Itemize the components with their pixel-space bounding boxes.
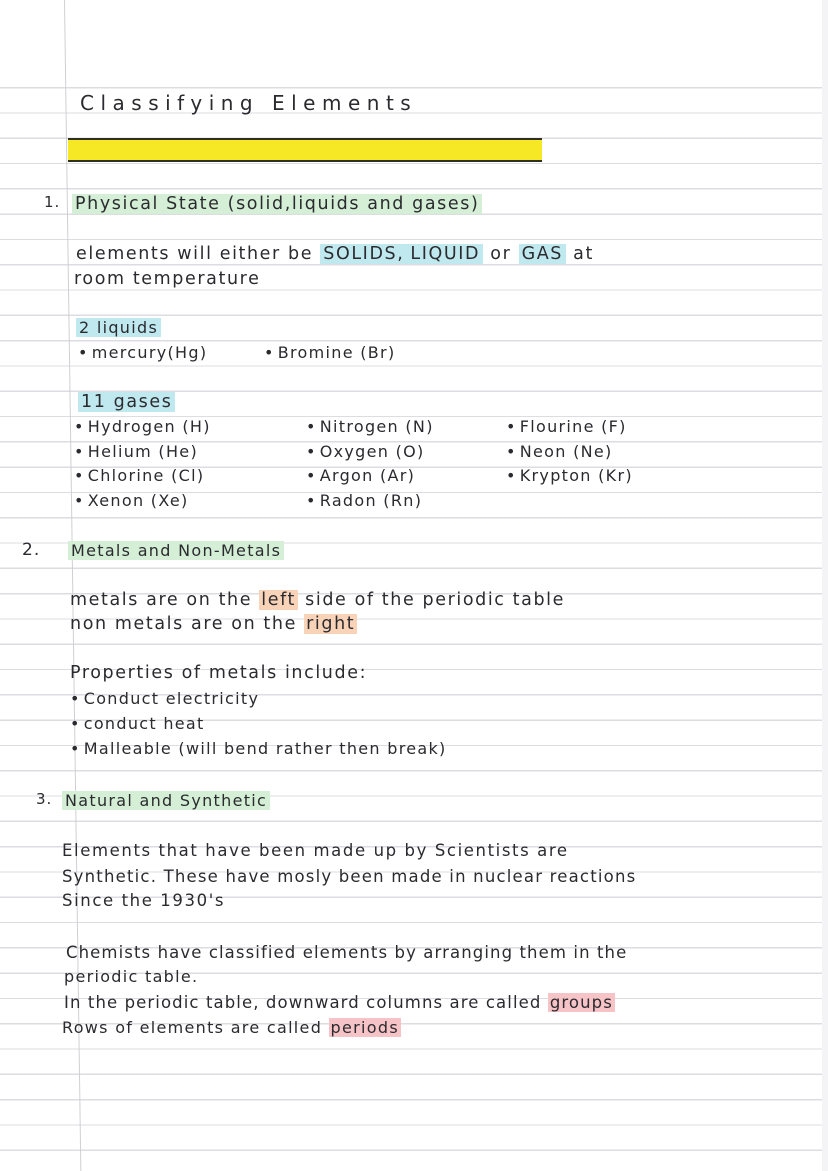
term-right: right (306, 614, 356, 634)
states-intro-line-2: room temperature (74, 269, 261, 289)
section-2-heading (68, 540, 284, 562)
section-3-heading-text: Natural and Synthetic (62, 791, 270, 810)
property-item: • conduct heat (70, 713, 205, 735)
page-title: Classifying Elements (80, 91, 418, 115)
term-solids: SOLIDS, (320, 244, 407, 264)
synthetic-paragraph-line-2: Synthetic. These have mosly been made in nuclear reactions (62, 867, 637, 886)
intro-text-middle: or (483, 244, 519, 264)
section-2-number: 2. (22, 540, 41, 560)
section-3-number: 3. (36, 790, 53, 808)
gas-item: • Krypton (Kr) (506, 465, 633, 490)
term-gas: GAS (519, 244, 566, 264)
section-1-heading-text: Physical State (solid,liquids and gases) (72, 194, 482, 214)
property-item: • Malleable (will bend rather then break) (70, 738, 447, 760)
gas-item: • Neon (Ne) (506, 441, 633, 466)
property-item: • Conduct electricity (70, 688, 259, 710)
term-left: left (261, 590, 296, 610)
term-liquid: LIQUID (407, 244, 483, 264)
gas-item: • Nitrogen (N) (306, 416, 434, 441)
intro-text-before: elements will either be (76, 244, 321, 264)
section-1-heading (72, 193, 482, 215)
term-groups: groups (549, 993, 613, 1012)
gas-item: • Chlorine (Cl) (74, 465, 211, 490)
term-periods: periods (330, 1018, 399, 1037)
liquids-label-text: 2 liquids (76, 318, 161, 337)
periodic-paragraph-line-1: Chemists have classified elements by arranging them in the (66, 943, 628, 962)
gases-label-text: 11 gases (78, 392, 175, 412)
gas-item: • Xenon (Xe) (74, 490, 211, 515)
gas-item: • Flourine (F) (506, 416, 633, 441)
synthetic-paragraph-line-1: Elements that have been made up by Scientists are (62, 841, 569, 860)
gas-item: • Radon (Rn) (306, 490, 434, 515)
gas-item: • Argon (Ar) (306, 465, 434, 490)
periods-line-before: Rows of elements are called (62, 1018, 329, 1037)
liquid-item: • mercury(Hg) (78, 342, 207, 364)
groups-line-before: In the periodic table, downward columns are called (64, 993, 548, 1012)
periodic-paragraph-line-2: periodic table. (64, 967, 199, 986)
gases-column-1 (74, 416, 211, 514)
intro-text-after: at (566, 244, 594, 264)
groups-line (64, 992, 615, 1014)
gas-item: • Hydrogen (H) (74, 416, 211, 441)
synthetic-paragraph-line-3: Since the 1930's (62, 891, 226, 910)
gases-column-2 (306, 416, 434, 514)
title-highlight-bar (68, 138, 542, 162)
metals-line-2-before: non metals are on the (70, 614, 305, 634)
metals-line-1-after: side of the periodic table (298, 590, 566, 610)
gases-column-3 (506, 416, 633, 490)
section-1-number: 1. (44, 193, 61, 211)
metals-line-1-before: metals are on the (70, 590, 260, 610)
gas-item: • Oxygen (O) (306, 441, 434, 466)
liquids-label (76, 317, 161, 339)
liquid-item: • Bromine (Br) (264, 342, 395, 364)
metals-line-1 (70, 589, 565, 611)
gas-item: • Helium (He) (74, 441, 211, 466)
states-intro-line-1 (76, 243, 594, 265)
section-2-heading-text: Metals and Non-Metals (68, 541, 284, 560)
metals-line-2 (70, 613, 357, 635)
gases-label (78, 391, 175, 413)
periods-line (62, 1017, 401, 1039)
properties-label: Properties of metals include: (70, 663, 368, 683)
section-3-heading (62, 790, 270, 812)
